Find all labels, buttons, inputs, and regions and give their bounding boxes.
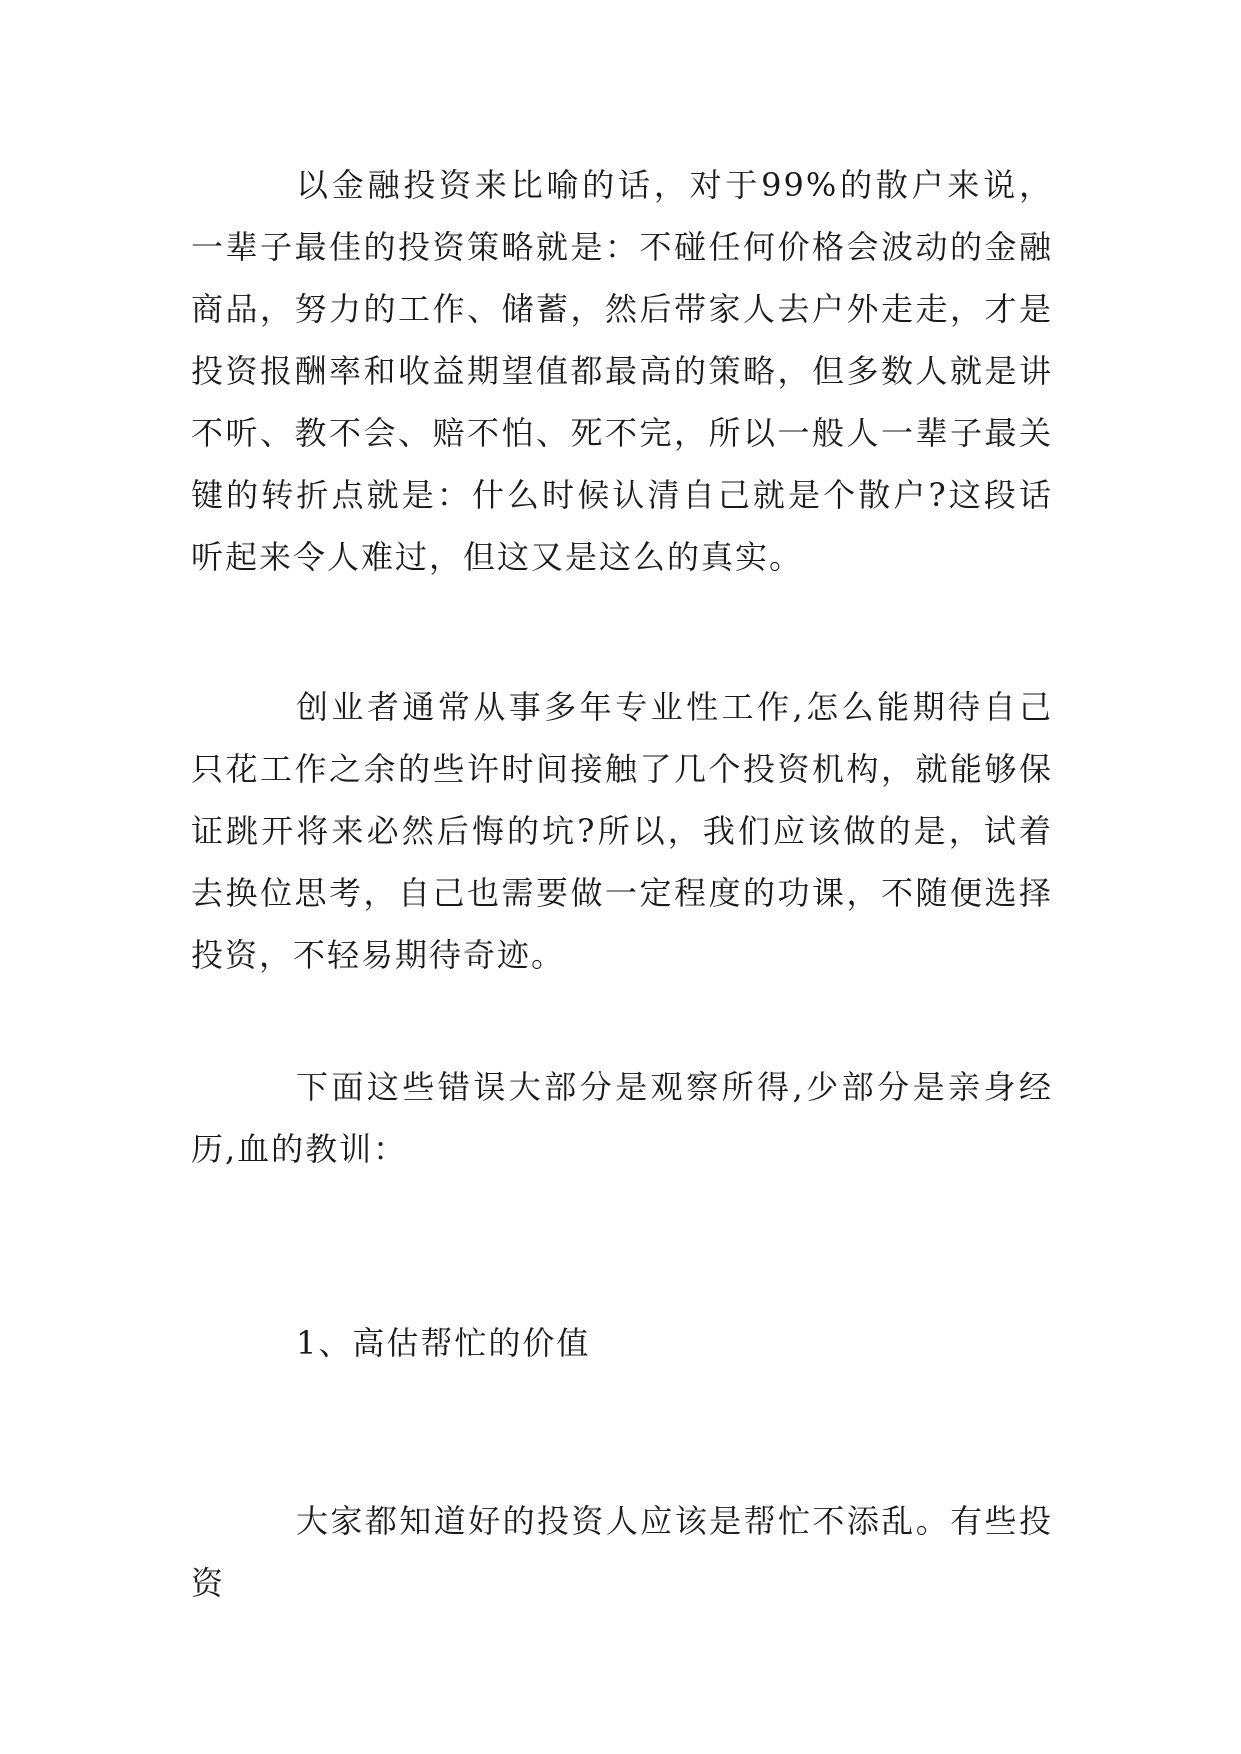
paragraph-lessons-intro: 下面这些错误大部分是观察所得,少部分是亲身经历,血的教训： bbox=[191, 1068, 1053, 1168]
paragraph-investment-strategy: 以金融投资来比喻的话，对于99%的散户来说，一辈子最佳的投资策略就是：不碰任何价格会波动的金融商品，努力的工作、储蓄，然后带家人去户外走走，才是投资报酬率和收益期望值都最高的策略，但多数人就是讲不听、教不会、赔不怕、死不完，所以一般人一辈子最关键的转折点就是：什么时候认清自己就是个散户?这段话听起来令人难过，但这又是这么的真实。 bbox=[191, 166, 1053, 576]
paragraph-good-investor: 大家都知道好的投资人应该是帮忙不添乱。有些投资 bbox=[191, 1502, 1053, 1602]
paragraph-founder-expectations: 创业者通常从事多年专业性工作,怎么能期待自己只花工作之余的些许时间接触了几个投资机构，就能够保证跳开将来必然后悔的坑?所以，我们应该做的是，试着去换位思考，自己也需要做一定程度的功课，不随便选择投资，不轻易期待奇迹。 bbox=[191, 688, 1053, 974]
section-heading-overestimate-help: 1、高估帮忙的价值 bbox=[296, 1324, 591, 1362]
